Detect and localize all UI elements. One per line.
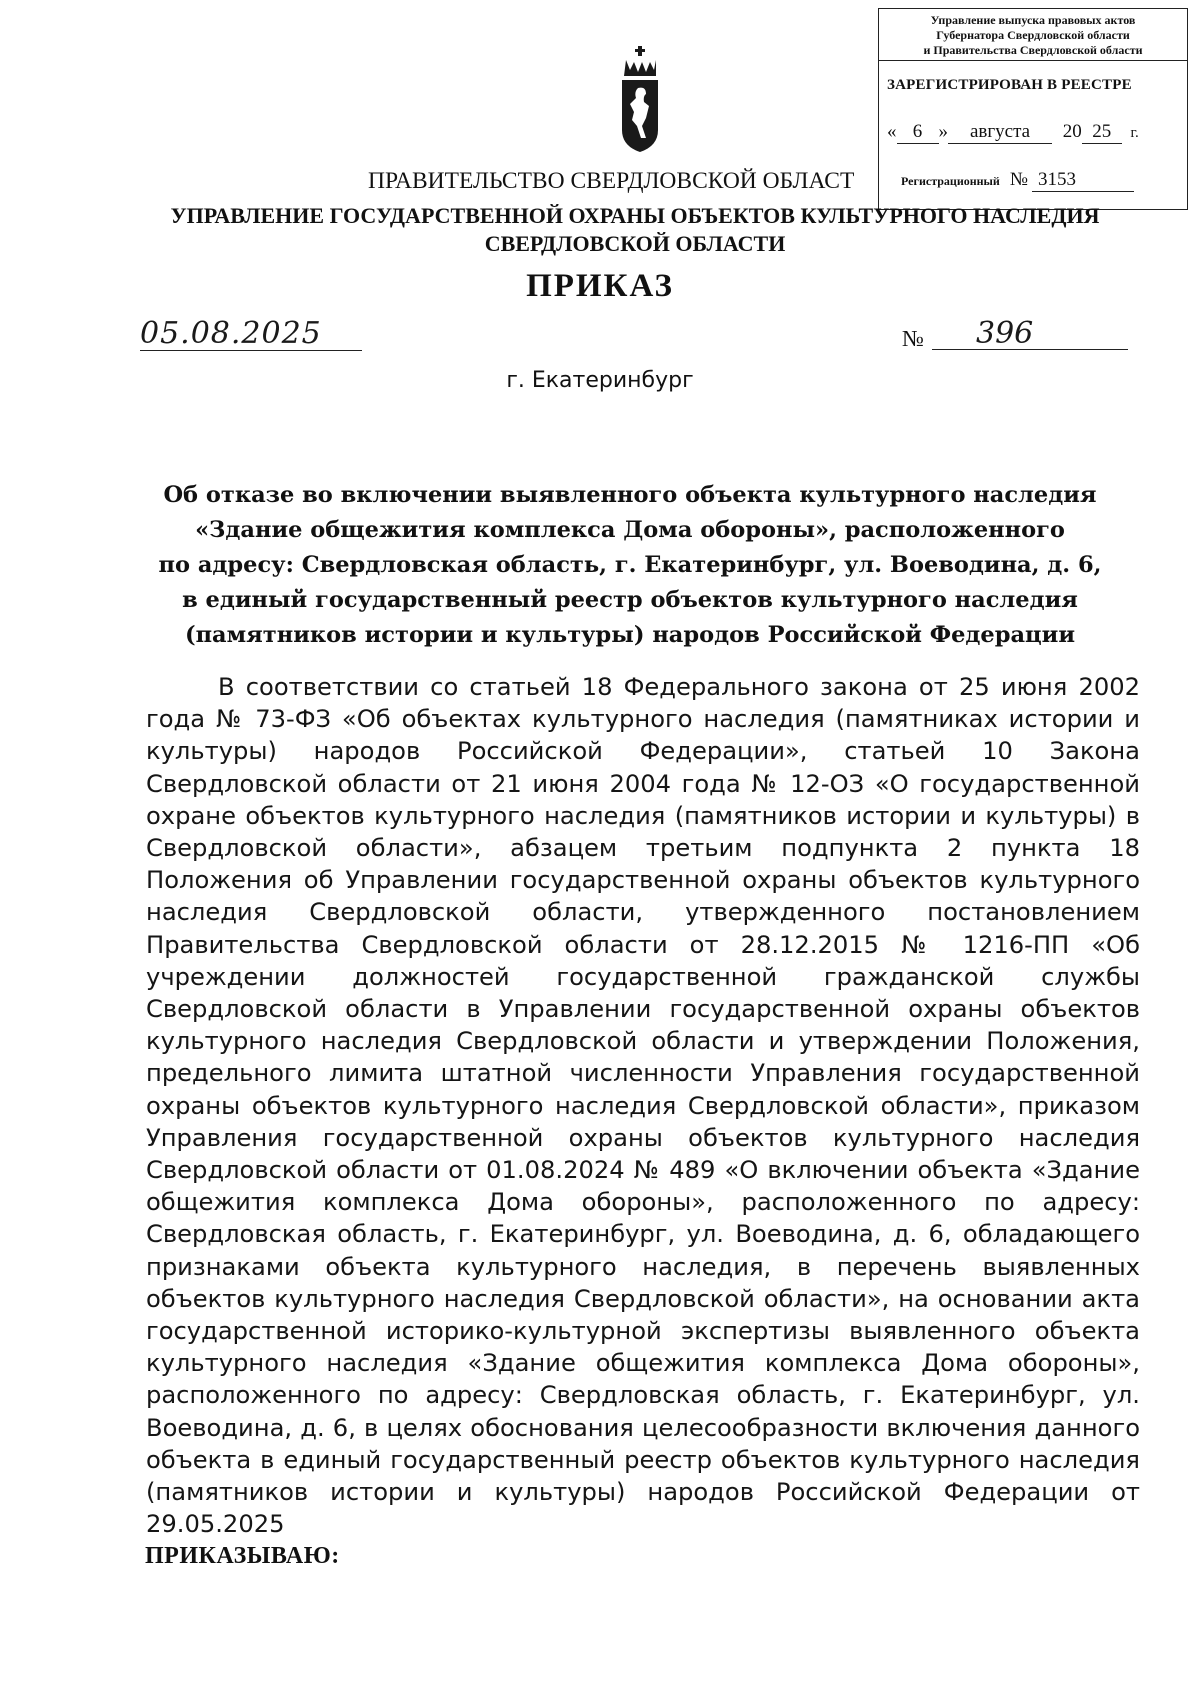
sverdlovsk-coat-of-arms-icon (616, 46, 664, 154)
title-line-5: (памятников истории и культуры) народов Российской Федерации (184, 622, 1076, 648)
department-line-2: СВЕРДЛОВСКОЙ ОБЛАСТИ (484, 231, 786, 256)
document-number: 396 (932, 318, 1128, 350)
stamp-open-quote: « (887, 121, 897, 142)
stamp-year-mark: г. (1130, 125, 1139, 141)
department-line-1: УПРАВЛЕНИЕ ГОСУДАРСТВЕННОЙ ОХРАНЫ ОБЪЕКТОВ КУЛЬТУРНОГО НАСЛЕДИЯ (170, 203, 1100, 228)
stamp-no-sign: № (1009, 169, 1028, 190)
stamp-date (887, 121, 1139, 144)
stamp-reg-label: Регистрационный (901, 174, 1000, 188)
stamp-reg-number: 3153 (1032, 169, 1134, 192)
stamp-year-suffix: 25 (1082, 121, 1122, 144)
title-line-4: в единый государственный реестр объектов культурного наследия (182, 587, 1078, 613)
title-line-1: Об отказе во включении выявленного объекта культурного наследия (163, 482, 1097, 508)
stamp-line-3: и Правительства Свердловской области (923, 43, 1143, 57)
stamp-year-prefix: 20 (1062, 121, 1082, 142)
document-number-label: № (902, 326, 924, 351)
order-word: ПРИКАЗЫВАЮ: (145, 1543, 340, 1569)
stamp-close-quote: » (938, 121, 948, 142)
document-date: 05.08.2025 (140, 318, 362, 351)
stamp-registered-label: ЗАРЕГИСТРИРОВАН В РЕЕСТРЕ (887, 77, 1132, 93)
stamp-month: августа (948, 121, 1052, 144)
document-title (150, 478, 1110, 653)
title-line-2: «Здание общежития комплекса Дома обороны», расположенного (195, 517, 1065, 543)
government-name: ПРАВИТЕЛЬСТВО СВЕРДЛОВСКОЙ ОБЛАСТ (368, 168, 855, 194)
stamp-header (879, 9, 1187, 61)
stamp-registration-number (901, 169, 1134, 192)
stamp-line-1: Управление выпуска правовых актов (930, 13, 1136, 27)
document-type: ПРИКАЗ (526, 268, 674, 304)
body-paragraph: В соответствии со статьей 18 Федерального закона от 25 июня 2002 года № 73-ФЗ «Об объектах культурного наследия (памятниках истории и культуры) народов Российской Федерации», статьей 10 Закона Свердловской области от 21 июня 2004 года № 12-ОЗ «О государственной охране объектов культурного наследия (памятников истории и культуры) в Свердловской области», абзацем третьим подпункта 2 пункта 18 Положения об Управлении государственной охраны объектов культурного наследия Свердловской области, утвержденного постановлением Правительства Свердловской области от 28.12.2015 № 1216-ПП «Об учреждении должностей государственной гражданской службы Свердловской области в Управлении государственной охраны объектов культурного наследия Свердловской области и утверждении Положения, предельного лимита штатной численности Управления государственной охраны объектов культурного наследия Свердловской области», приказом Управления государственной охраны объектов культурного наследия Свердловской области от 01.08.2024 № 489 «О включении объекта «Здание общежития комплекса Дома обороны», расположенного по адресу: Свердловская область, г. Екатеринбург, ул. Воеводина, д. 6, обладающего признаками объекта культурного наследия, в перечень выявленных объектов культурного наследия Свердловской области», на основании акта государственной историко-культурной экспертизы выявленного объекта культурного наследия «Здание общежития комплекса Дома обороны», расположенного по адресу: Свердловская область, г. Екатеринбург, ул. Воеводина, д. 6, в целях обоснования целесообразности включения данного объекта в единый государственный реестр объектов культурного наследия (памятников истории и культуры) народов Российской Федерации от 29.05.2025 (146, 673, 1140, 1539)
stamp-line-2: Губернатора Свердловской области (936, 28, 1130, 42)
stamp-day: 6 (897, 121, 939, 144)
city: г. Екатеринбург (506, 368, 694, 393)
title-line-3: по адресу: Свердловская область, г. Екатеринбург, ул. Воеводина, д. 6, (158, 552, 1102, 578)
department-name (140, 202, 1130, 258)
